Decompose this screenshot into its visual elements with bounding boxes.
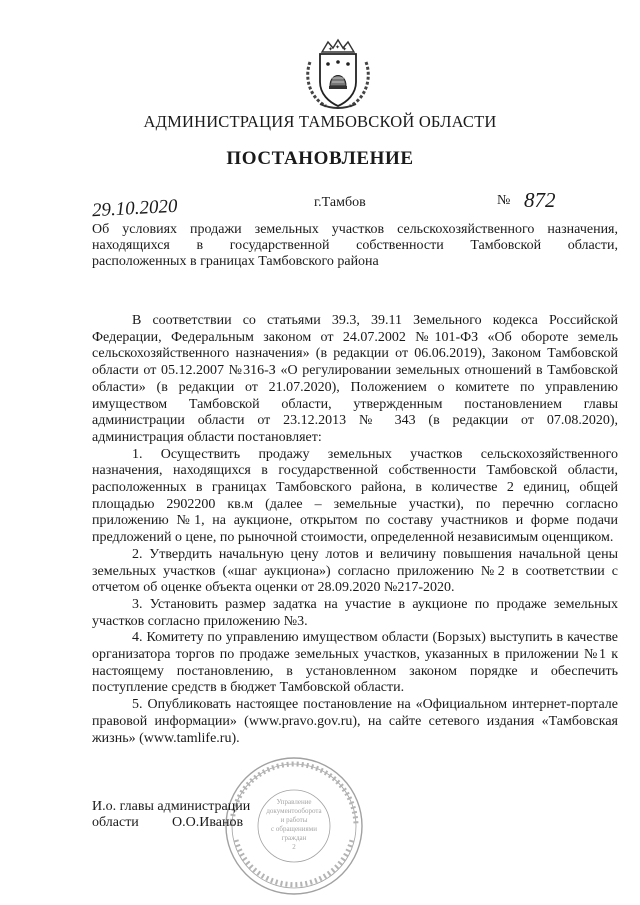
signatory-title: И.о. главы администрации <box>92 799 251 814</box>
stamp-text-line: и работы <box>280 816 308 824</box>
stamp-text-line: с обращениями <box>271 825 317 833</box>
city-label: г.Тамбов <box>314 195 366 210</box>
preamble-paragraph: В соответствии со статьями 39.3, 39.11 Земельного кодекса Российской Федерации, Федеральным законом от 24.07.2002 №101-ФЗ «Об обороте земель сельскохозяйственного назначения» (в редакции от 06.06.2019), Законом Тамбовской области от 05.12.2007 №316-З «О регулировании земельных отношений в Тамбовской области» (в редакции от 21.07.2020), Положением о комитете по управлению имуществом Тамбовской области, утвержденным постановлением главы администрации области от 23.12.2013 № 343 (в редакции от 07.08.2020), администрация области постановляет: <box>92 313 618 445</box>
stamp-text-line: 2 <box>292 843 296 851</box>
resolution-item-5: 5. Опубликовать настоящее постановление на «Официальном интернет-портале правовой информации» (www.pravo.gov.ru), на сайте сетевого издания «Тамбовская жизнь» (www.tamlife.ru). <box>92 697 618 746</box>
number-label: № <box>497 193 511 208</box>
stamp-text-line: граждан <box>281 834 307 842</box>
stamp-text-line: документооборота <box>266 807 322 815</box>
svg-text:✦: ✦ <box>335 45 341 51</box>
title-line: находящихся в государственной собственности Тамбовской области, <box>92 238 618 253</box>
title-line: Об условиях продажи земельных участков сельскохозяйственного назначения, <box>92 222 618 237</box>
signatory-title-cont: области <box>92 815 139 830</box>
signatory-name: О.О.Иванов <box>172 815 244 830</box>
svg-text:✦: ✦ <box>342 47 348 53</box>
organization-name: АДМИНИСТРАЦИЯ ТАМБОВСКОЙ ОБЛАСТИ <box>143 112 497 131</box>
resolution-item-4: 4. Комитету по управлению имуществом области (Борзых) выступить в качестве организатора торгов по продаже земельных участков, указанных в приложении №1 к настоящему постановлению, в установленном законом порядке и обеспечить поступление средств в бюджет Тамбовской области. <box>92 630 618 696</box>
coat-of-arms-emblem <box>302 38 374 112</box>
svg-text:✦: ✦ <box>328 47 334 53</box>
document-type-heading: ПОСТАНОВЛЕНИЕ <box>226 148 414 169</box>
resolution-item-1: 1. Осуществить продажу земельных участков сельскохозяйственного назначения, находящихся в государственной собственности Тамбовской области, расположенных в границах Тамбовского района, в количестве 2 единиц, общей площадью 2902200 кв.м (далее – земельные участки), по перечню согласно приложению №1, на аукционе, открытом по составу участников и форме подачи предложений о цене, по рыночной стоимости, определенной независимым оценщиком. <box>92 446 618 546</box>
resolution-item-3: 3. Установить размер задатка на участие в аукционе по продаже земельных участков согласно приложению №3. <box>92 596 618 629</box>
handwritten-date: 29.10.2020 <box>91 195 178 222</box>
resolution-item-2: 2. Утвердить начальную цену лотов и величину повышения начальной цены земельных участков («шаг аукциона») согласно приложению №2 в соответствии с отчетом об оценке объекта оценки от 28.09.2020 №217-2020. <box>92 546 618 596</box>
handwritten-number: 872 <box>524 188 556 212</box>
document-title <box>92 222 618 270</box>
document-body <box>92 313 618 747</box>
title-line: расположенных в границах Тамбовского района <box>92 254 379 269</box>
stamp-text-line: Управление <box>276 798 312 806</box>
